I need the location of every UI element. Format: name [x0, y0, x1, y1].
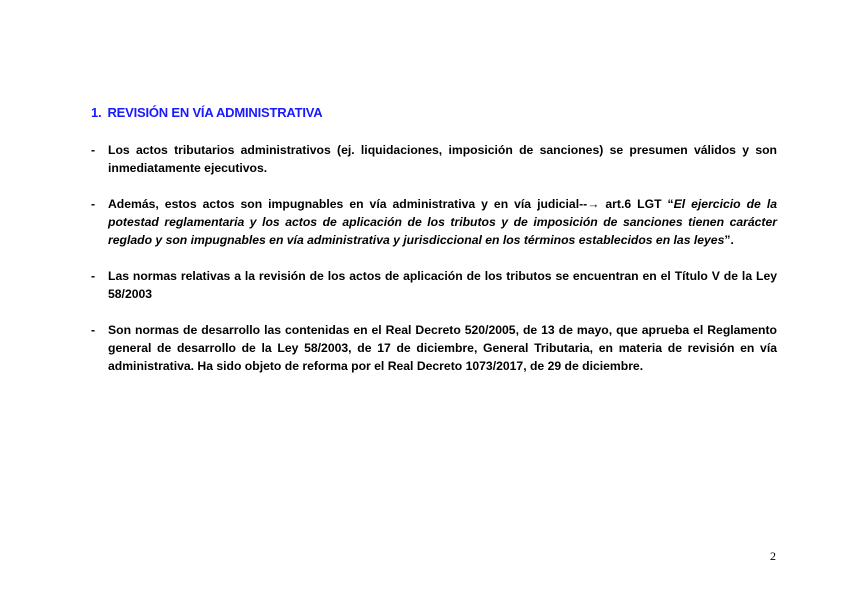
list-item	[91, 141, 777, 177]
section-title: REVISIÓN EN VÍA ADMINISTRATIVA	[107, 105, 323, 120]
legal-quote: El ejercicio de la potestad reglamentaria y los actos de aplicación de los tributos y de imposición de sanciones tienen carácter reglado y son impugnables en vía administrativa y jurisdiccional en los términos establecidos en las leyes	[108, 197, 777, 247]
list-item-text: Son normas de desarrollo las contenidas en el Real Decreto 520/2005, de 13 de mayo, que aprueba el Reglamento general de desarrollo de la Ley 58/2003, de 17 de diciembre, General Tributaria, en materia de revisión en vía administrativa. Ha sido objeto de reforma por el Real Decreto 1073/2017, de 29 de diciembre.	[108, 323, 777, 373]
list-item	[91, 267, 777, 303]
list-item-text: Los actos tributarios administrativos (ej. liquidaciones, imposición de sanciones) se presumen válidos y son inmediatamente ejecutivos.	[108, 143, 777, 175]
section-heading	[91, 105, 322, 120]
list-item	[91, 195, 777, 249]
list-item-text-lead: Además, estos actos son impugnables en vía administrativa y en vía judicial--	[108, 197, 588, 211]
list-item-text: Las normas relativas a la revisión de los actos de aplicación de los tributos se encuentran en el Título V de la Ley 58/2003	[108, 269, 777, 301]
bullet-list	[91, 141, 777, 375]
list-item-text	[108, 195, 777, 249]
section-number: 1.	[91, 105, 102, 120]
article-reference: art.6 LGT “	[599, 197, 674, 211]
bullet-marker: -	[91, 269, 96, 283]
bullet-marker: -	[91, 197, 96, 211]
bullet-marker: -	[91, 323, 96, 337]
arrow-icon: →	[587, 197, 600, 211]
page-number: 2	[770, 549, 776, 563]
bullet-marker: -	[91, 143, 96, 157]
quote-close: ”.	[724, 233, 734, 247]
list-item	[91, 321, 777, 375]
